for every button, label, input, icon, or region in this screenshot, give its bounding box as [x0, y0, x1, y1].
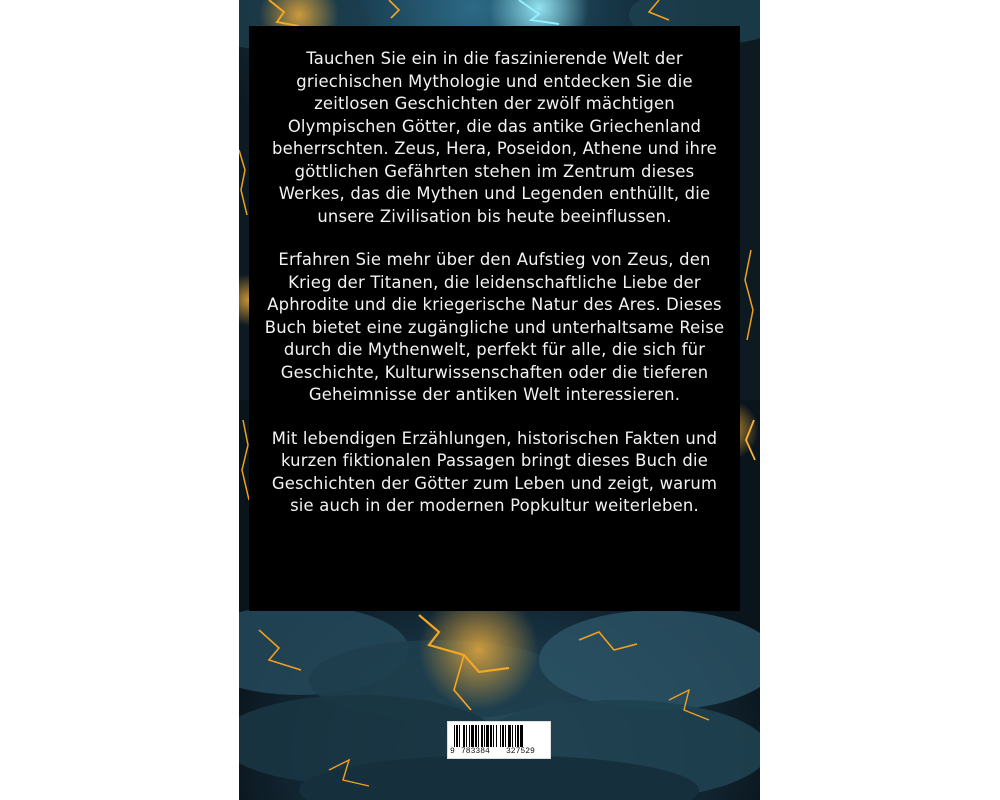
barcode-left-group: 783384: [461, 747, 490, 756]
isbn-barcode: [447, 721, 551, 759]
blurb-paragraph-2: Erfahren Sie mehr über den Aufstieg von Zeus, den Krieg der Titanen, die leidenschaftliche Liebe der Aphrodite und die kriegerische Natur des Ares. Dieses Buch bietet eine zugängliche und unterhaltsame Reise durch die Mythenwelt, perfekt für alle, die sich für Geschichte, Kulturwissenschaften oder die tieferen Geheimnisse der antiken Welt interessieren.: [264, 250, 725, 404]
blurb-paragraph-1: Tauchen Sie ein in die faszinierende Welt der griechischen Mythologie und entdecken Sie die zeitlosen Geschichten der zwölf mächtigen Olympischen Götter, die das antike Griechenland beherrschten. Zeus, Hera, Poseidon, Athene und ihre göttlichen Gefährten stehen im Zentrum dieses Werkes, das die Mythen und Legenden enthüllt, die unsere Zivilisation bis heute beeinflussen.: [272, 49, 717, 226]
barcode-right-group: 327529: [506, 747, 535, 756]
barcode-first-digit: 9: [450, 747, 455, 756]
barcode-digits: [448, 746, 552, 758]
blurb-paragraph-3: Mit lebendigen Erzählungen, historischen Fakten und kurzen fiktionalen Passagen bringt dieses Buch die Geschichten der Götter zum Leben und zeigt, warum sie auch in der modernen Popkultur weiterleben.: [271, 428, 718, 515]
blurb-text-panel: [249, 26, 740, 611]
book-back-cover: [239, 0, 760, 800]
barcode-bars: [454, 725, 546, 747]
